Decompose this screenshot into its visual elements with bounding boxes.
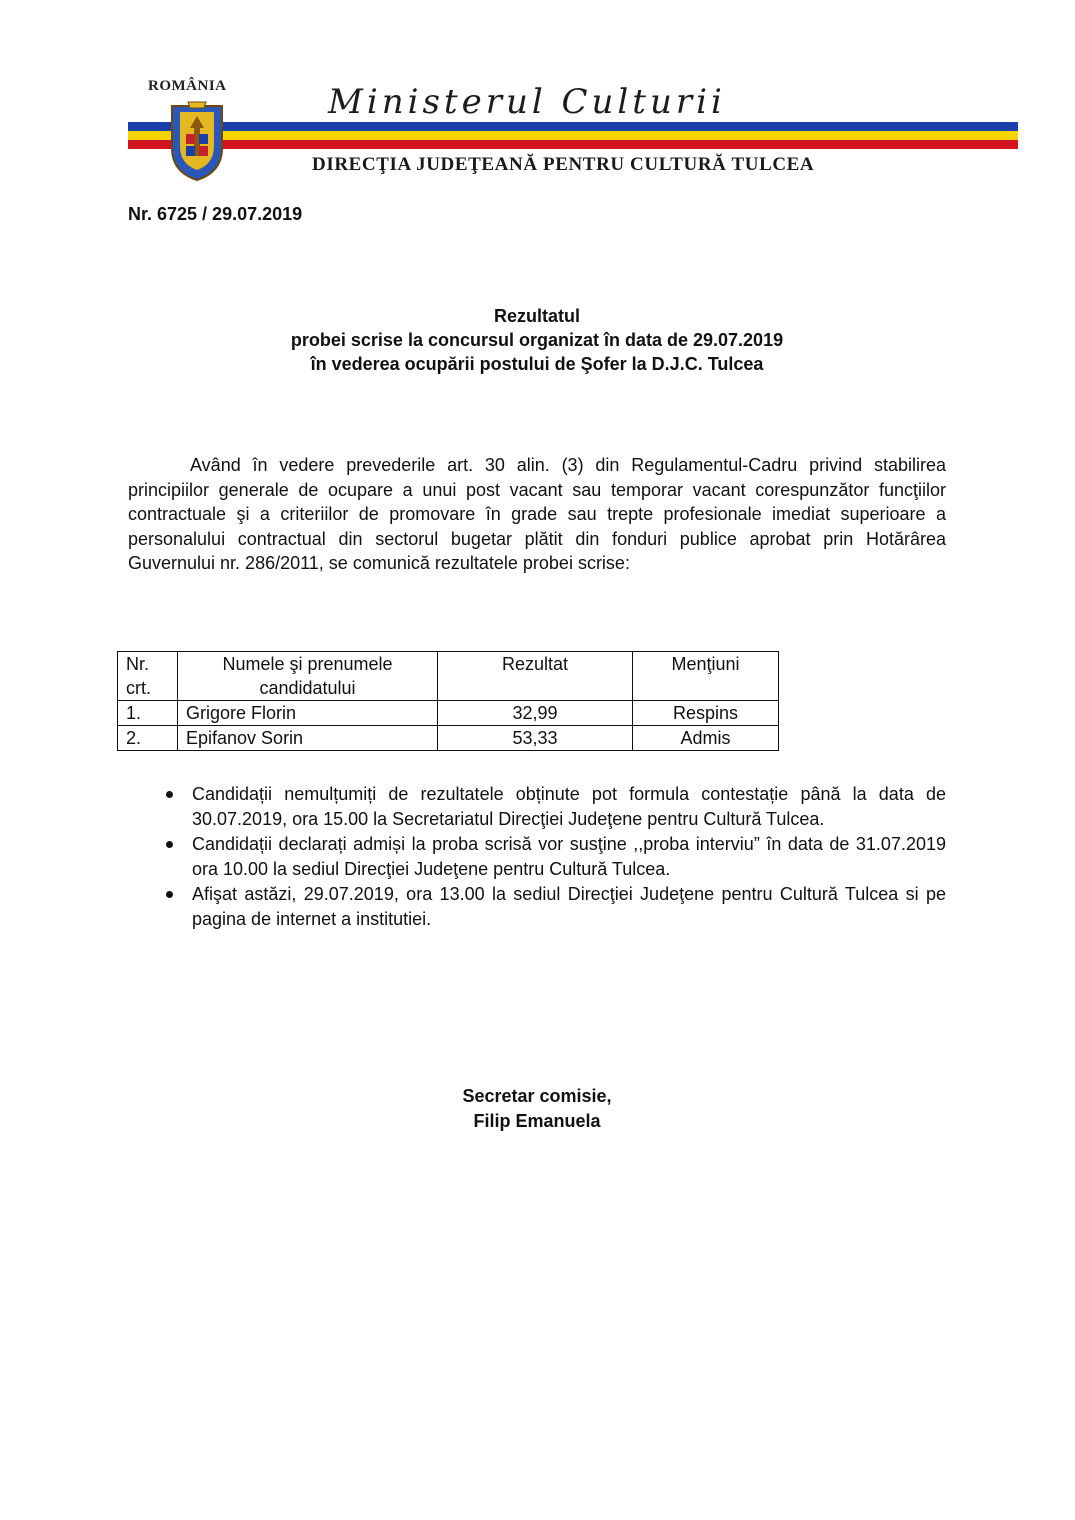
row-name: Grigore Florin (178, 701, 438, 726)
row-note: Admis (633, 726, 779, 751)
row-note: Respins (633, 701, 779, 726)
list-item (160, 782, 946, 832)
flag-stripe-yellow (128, 131, 1018, 140)
bullet-icon (166, 791, 173, 798)
ministry-name: Ministerul Culturii (328, 82, 726, 122)
table-row (118, 726, 779, 751)
list-item (160, 832, 946, 882)
header-nr: Nr. crt. (118, 652, 178, 701)
row-score: 32,99 (438, 701, 633, 726)
bullet-icon (166, 841, 173, 848)
row-score: 53,33 (438, 726, 633, 751)
results-table (117, 651, 779, 751)
title-line-3: în vederea ocupării postului de Şofer la D.J.C. Tulcea (310, 354, 764, 374)
signature-role: Secretar comisie, (462, 1086, 612, 1106)
header-note: Menţiuni (633, 652, 779, 701)
row-nr: 2. (118, 726, 178, 751)
directorate-name: DIRECŢIA JUDEŢEANĂ PENTRU CULTURĂ TULCEA (312, 154, 815, 175)
signature-name: Filip Emanuela (473, 1111, 601, 1131)
table-row (118, 701, 779, 726)
bullet-icon (166, 891, 173, 898)
row-nr: 1. (118, 701, 178, 726)
note-text: Candidații nemulțumiți de rezultatele obținute pot formula contestație până la data de 30.07.2019, ora 15.00 la Secretariatul Direcţiei Judeţene pentru Cultură Tulcea. (192, 784, 946, 829)
reference-number: Nr. 6725 / 29.07.2019 (128, 204, 303, 224)
note-text: Candidații declarați admiși la proba scrisă vor susţine ,,proba interviu” în data de 31.07.2019 ora 10.00 la sediul Direcţiei Judeţene pentru Cultură Tulcea. (192, 834, 946, 879)
header-score: Rezultat (438, 652, 633, 701)
coat-of-arms-icon (164, 98, 230, 182)
row-name: Epifanov Sorin (178, 726, 438, 751)
header-name: Numele şi prenumele candidatului (178, 652, 438, 701)
document-title (128, 304, 946, 376)
flag-stripe-blue (128, 122, 1018, 131)
list-item (160, 882, 946, 932)
signature-block (128, 1084, 946, 1134)
title-line-1: Rezultatul (493, 306, 580, 326)
body-paragraph: Având în vedere prevederile art. 30 alin. (3) din Regulamentul-Cadru privind stabilirea principiilor generale de ocupare a unui post vacant sau temporar vacant corespunzător funcţiilor contractuale şi a criteriilor de promovare în grade sau trepte profesionale imediat superioare a personalului contractual din sectorul bugetar plătit din fonduri publice aprobat prin Hotărârea Guvernului nr. 286/2011, se comunică rezultatele probei scrise: (128, 455, 946, 574)
note-text: Afişat astăzi, 29.07.2019, ora 13.00 la sediul Direcţiei Judeţene pentru Cultură Tulcea si pe pagina de internet a institutiei. (192, 884, 946, 929)
notes-list (160, 782, 946, 932)
title-line-2: probei scrise la concursul organizat în data de 29.07.2019 (290, 330, 784, 350)
table-header-row (118, 652, 779, 701)
letterhead (128, 76, 1018, 186)
country-label: ROMÂNIA (148, 78, 227, 94)
flag-stripe-red (128, 140, 1018, 149)
